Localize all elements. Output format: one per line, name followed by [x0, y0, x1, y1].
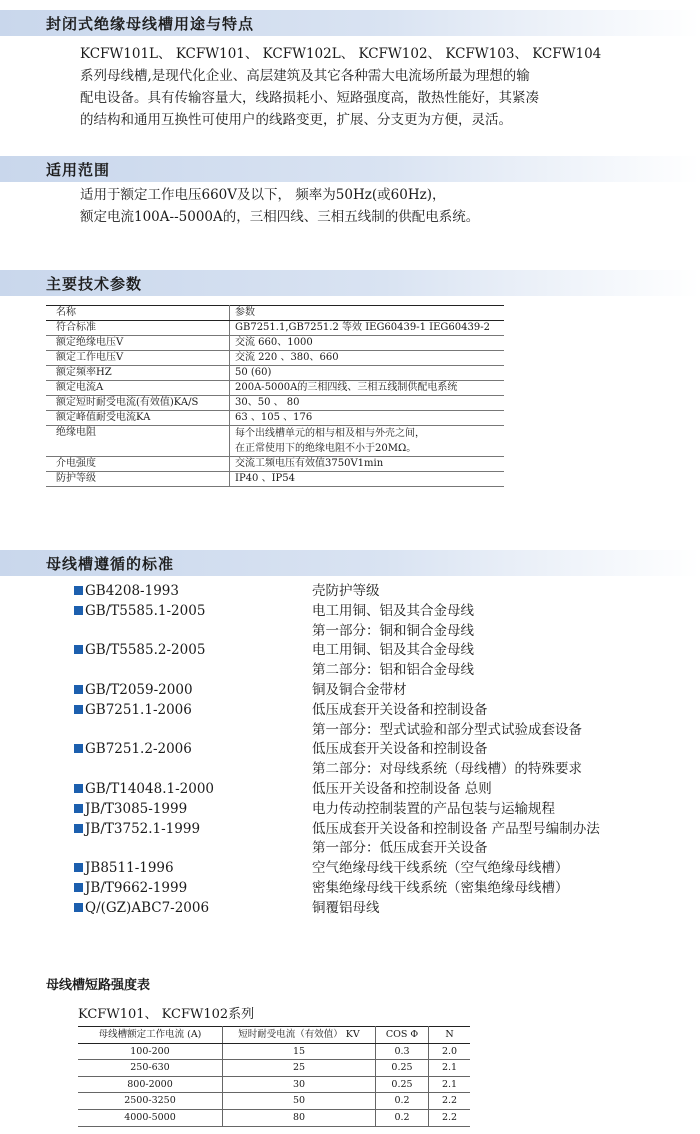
standard-code	[74, 740, 192, 760]
standard-description: 壳防护等级	[312, 583, 380, 599]
square-bullet-icon	[74, 744, 83, 753]
standard-code-text: JB8511-1996	[85, 860, 174, 877]
param-value-line: 每个出线槽单元的相与相及相与外壳之间，	[235, 428, 425, 439]
table-row	[46, 381, 504, 396]
param-value-line: 在正常使用下的绝缘电阻不小于20MΩ。	[235, 443, 417, 454]
table-row	[78, 1109, 470, 1126]
table-row	[46, 321, 504, 336]
table-cell: 30	[223, 1076, 376, 1093]
standard-description: 第一部分：低压成套开关设备	[312, 840, 488, 857]
standard-description: 电力传动控制装置的产品包装与运输规程	[312, 800, 555, 817]
standard-code	[74, 602, 205, 622]
table-cell: 0.2	[376, 1109, 429, 1126]
table-header-cell: N	[429, 1027, 471, 1044]
standard-description: 电工用铜、铝及其合金母线	[312, 602, 474, 619]
param-name: 额定短时耐受电流(有效值)KA/S	[46, 396, 230, 411]
text-line: KCFW101L、 KCFW101、 KCFW102L、 KCFW102、 KCFW103、 KCFW104	[80, 46, 602, 62]
param-name: 绝缘电阻	[46, 426, 230, 457]
table-row	[46, 366, 504, 381]
section-header-params	[0, 270, 700, 296]
square-bullet-icon	[74, 903, 83, 912]
param-name: 介电强度	[46, 457, 230, 472]
table-row	[46, 351, 504, 366]
param-value: GB7251.1,GB7251.2 等效 IEG60439-1 IEG60439-2	[230, 321, 505, 336]
table-cell: 2.2	[429, 1093, 471, 1110]
standard-description: 低压成套开关设备和控制设备	[312, 701, 488, 718]
table-cell: 800-2000	[78, 1076, 223, 1093]
table-cell: 15	[223, 1043, 376, 1060]
param-value	[230, 426, 505, 457]
section-title: 适用范围	[46, 161, 111, 179]
table-cell: 250-630	[78, 1060, 223, 1077]
text-line: 系列母线槽,是现代化企业、高层建筑及其它各种需大电流场所最为理想的输	[80, 68, 530, 84]
standard-code	[74, 800, 187, 820]
purpose-paragraph	[80, 43, 601, 131]
square-bullet-icon	[74, 804, 83, 813]
section-header-scope	[0, 156, 700, 182]
table-cell: 25	[223, 1060, 376, 1077]
table-row	[46, 426, 504, 457]
table-header-row	[46, 306, 504, 321]
standard-code	[74, 820, 200, 840]
table-cell: 0.2	[376, 1093, 429, 1110]
standard-code-text: GB7251.1-2006	[85, 701, 192, 718]
standard-description: 电工用铜、铝及其合金母线	[312, 642, 474, 659]
section-title: 封闭式绝缘母线槽用途与特点	[46, 15, 255, 33]
square-bullet-icon	[74, 705, 83, 714]
param-name: 额定峰值耐受电流KA	[46, 411, 230, 426]
text-line: 适用于额定工作电压660V及以下， 频率为50Hz(或60Hz)，	[80, 187, 446, 203]
table-header-cell: 短时耐受电流（有效值） KV	[223, 1027, 376, 1044]
param-value: 63 、105 、176	[230, 411, 505, 426]
table-header-cell: 名称	[46, 306, 230, 321]
standard-code	[74, 641, 205, 661]
standard-description: 低压开关设备和控制设备 总则	[312, 780, 492, 797]
standard-code-text: GB7251.2-2006	[85, 741, 192, 758]
standard-code-text: GB/T14048.1-2000	[85, 780, 215, 797]
table-cell: 0.25	[376, 1060, 429, 1077]
text-line: 配电设备。具有传输容量大，线路损耗小、短路强度高，散热性能好，其紧凑	[80, 90, 539, 106]
square-bullet-icon	[74, 685, 83, 694]
table-row	[46, 411, 504, 426]
standard-description: 第一部分：型式试验和部分型式试验成套设备	[312, 721, 582, 738]
standard-description: 低压成套开关设备和控制设备	[312, 741, 488, 758]
standard-code-text: JB/T3085-1999	[85, 800, 188, 817]
standard-description: 铜及铜合金带材	[312, 681, 407, 698]
text-line: 额定电流100A--5000A的，三相四线、三相五线制的供配电系统。	[80, 209, 480, 225]
param-value: 200A-5000A的三相四线、三相五线制供配电系统	[230, 381, 505, 396]
table-header-cell: 参数	[230, 306, 505, 321]
standard-description: 第二部分：对母线系统（母线槽）的特殊要求	[312, 761, 582, 778]
standard-code-text: GB/T5585.2-2005	[85, 642, 206, 659]
table-row	[46, 396, 504, 411]
short-circuit-subtitle: KCFW101、 KCFW102系列	[78, 1007, 255, 1022]
table-header-row	[78, 1027, 470, 1044]
section-title: 母线槽遵循的标准	[46, 555, 175, 573]
scope-paragraph	[80, 184, 479, 228]
table-row	[78, 1076, 470, 1093]
param-value: IP40 、IP54	[230, 472, 505, 487]
table-row	[46, 336, 504, 351]
table-cell: 0.3	[376, 1043, 429, 1060]
table-cell: 50	[223, 1093, 376, 1110]
standard-code	[74, 879, 187, 899]
param-value: 50 (60)	[230, 366, 505, 381]
standard-description: 空气绝缘母线干线系统（空气绝缘母线槽）	[312, 860, 569, 877]
params-table	[46, 305, 504, 487]
section-header-standards	[0, 550, 700, 576]
standard-code	[74, 701, 192, 721]
square-bullet-icon	[74, 586, 83, 595]
square-bullet-icon	[74, 883, 83, 892]
table-row	[78, 1060, 470, 1077]
standard-code-text: GB/T2059-2000	[85, 681, 193, 698]
standard-code	[74, 899, 209, 919]
square-bullet-icon	[74, 645, 83, 654]
table-row	[78, 1043, 470, 1060]
short-circuit-title: 母线槽短路强度表	[46, 978, 151, 993]
table-cell: 4000-5000	[78, 1109, 223, 1126]
param-name: 额定绝缘电压V	[46, 336, 230, 351]
standard-description: 铜覆铝母线	[312, 899, 380, 916]
table-cell: 2.2	[429, 1109, 471, 1126]
standard-code-text: JB/T3752.1-1999	[85, 820, 201, 837]
standard-description: 密集绝缘母线干线系统（密集绝缘母线槽）	[312, 879, 569, 896]
square-bullet-icon	[74, 863, 83, 872]
table-row	[46, 457, 504, 472]
standard-code	[74, 780, 214, 800]
standard-code-text: GB4208-1993	[85, 583, 179, 599]
table-cell: 2.1	[429, 1060, 471, 1077]
param-name: 符合标准	[46, 321, 230, 336]
standard-description: 第二部分：铝和铝合金母线	[312, 662, 474, 679]
table-row	[46, 472, 504, 487]
standard-code	[74, 859, 174, 879]
param-name: 额定电流A	[46, 381, 230, 396]
standard-code	[74, 582, 179, 602]
standard-description: 低压成套开关设备和控制设备 产品型号编制办法	[312, 820, 600, 837]
param-value: 交流 660、1000	[230, 336, 505, 351]
param-value: 交流工频电压有效值3750V1min	[230, 457, 505, 472]
square-bullet-icon	[74, 824, 83, 833]
table-header-cell: COS Φ	[376, 1027, 429, 1044]
standard-code	[74, 681, 193, 701]
table-cell: 100-200	[78, 1043, 223, 1060]
param-value: 30、50 、 80	[230, 396, 505, 411]
param-name: 额定频率HZ	[46, 366, 230, 381]
param-name: 防护等级	[46, 472, 230, 487]
short-circuit-table	[78, 1026, 470, 1127]
standard-code-text: GB/T5585.1-2005	[85, 602, 206, 619]
standard-description: 第一部分：铜和铜合金母线	[312, 622, 474, 639]
table-header-cell: 母线槽额定工作电流 (A)	[78, 1027, 223, 1044]
table-cell: 2.1	[429, 1076, 471, 1093]
standard-code-text: Q/(GZ)ABC7-2006	[85, 899, 210, 916]
text-line: 的结构和通用互换性可使用户的线路变更，扩展、分支更为方便，灵活。	[80, 112, 512, 128]
table-cell: 2.0	[429, 1043, 471, 1060]
param-name: 额定工作电压V	[46, 351, 230, 366]
table-cell: 0.25	[376, 1076, 429, 1093]
square-bullet-icon	[74, 606, 83, 615]
table-row	[78, 1093, 470, 1110]
table-cell: 2500-3250	[78, 1093, 223, 1110]
table-cell: 80	[223, 1109, 376, 1126]
param-value: 交流 220 、380、660	[230, 351, 505, 366]
standard-code-text: JB/T9662-1999	[85, 879, 188, 896]
section-header-purpose	[0, 10, 700, 36]
section-title: 主要技术参数	[46, 275, 143, 293]
square-bullet-icon	[74, 784, 83, 793]
